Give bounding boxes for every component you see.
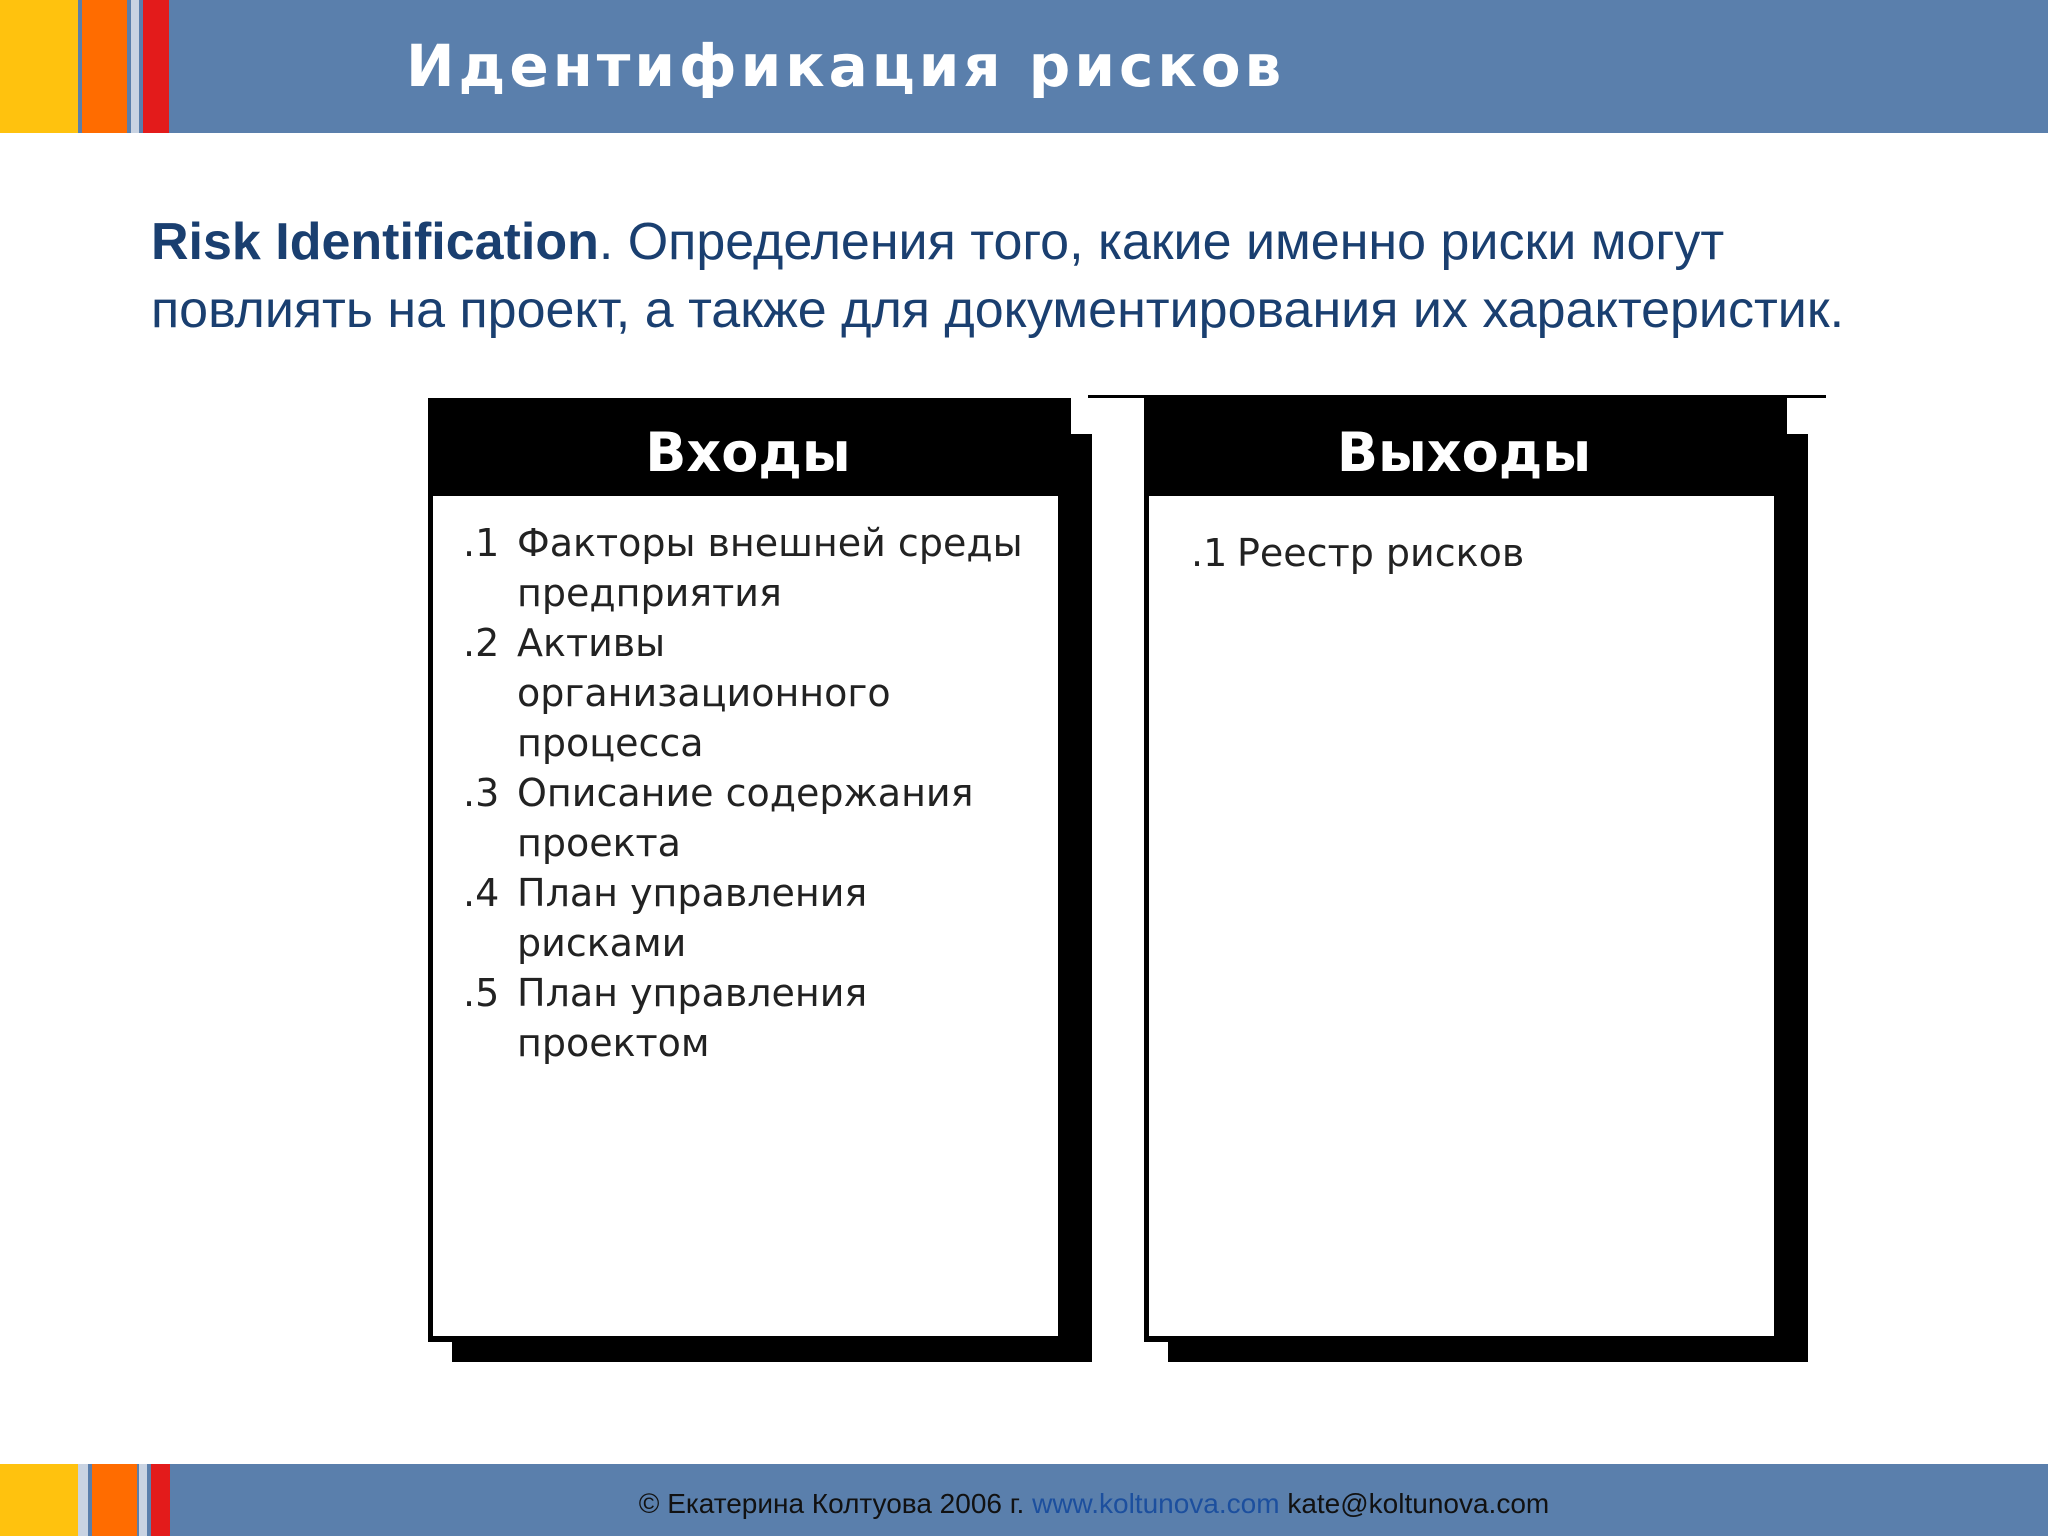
accent-stripe-orange — [82, 0, 127, 133]
item-number: .1 — [463, 521, 500, 565]
accent-stripe-red — [143, 0, 169, 133]
inputs-panel-box — [428, 398, 1071, 1342]
item-text: План управления рисками — [517, 871, 868, 965]
inputs-list — [463, 518, 1043, 1068]
list-item — [463, 518, 1043, 618]
accent-stripe-yellow — [0, 0, 78, 133]
item-text: Описание содержания проекта — [517, 771, 974, 865]
item-number: .3 — [463, 771, 500, 815]
list-item — [463, 768, 1043, 868]
list-item — [463, 968, 1043, 1068]
inputs-panel — [428, 398, 1092, 1362]
item-number: .4 — [463, 871, 500, 915]
item-number: .2 — [463, 621, 500, 665]
item-text: Активы организационного процесса — [517, 621, 891, 765]
footer-website-link[interactable]: www.koltunova.com — [1032, 1488, 1280, 1519]
footer-email[interactable]: kate@koltunova.com — [1287, 1488, 1550, 1519]
item-text: План управления проектом — [517, 971, 868, 1065]
footer-band — [0, 1464, 2048, 1536]
item-text: Факторы внешней среды предприятия — [517, 521, 1023, 615]
intro-text: . Определения того, какие именно риски могут повлиять на проект, а также для документирования их характеристик. — [151, 213, 1845, 339]
list-item — [463, 868, 1043, 968]
outputs-body — [1149, 496, 1774, 1336]
outputs-panel — [1144, 398, 1808, 1362]
list-item — [1191, 528, 1771, 578]
outputs-panel-box — [1144, 398, 1787, 1342]
list-item — [463, 618, 1043, 768]
intro-term: Risk Identification — [151, 213, 599, 271]
intro-paragraph — [151, 208, 1911, 344]
slide-title: Идентификация рисков — [406, 32, 1286, 100]
inputs-heading: Входы — [645, 421, 851, 484]
inputs-panel-notch — [1072, 398, 1092, 432]
footer-copyright: © Екатерина Колтуова 2006 г. — [638, 1488, 1025, 1519]
item-number: .1 — [1191, 531, 1228, 575]
outputs-list — [1191, 528, 1771, 578]
header-band — [0, 0, 2048, 133]
outputs-panel-notch — [1788, 398, 1808, 432]
item-text: Реестр рисков — [1237, 531, 1525, 575]
footer-text — [0, 1464, 2048, 1536]
inputs-body — [433, 496, 1058, 1336]
item-number: .5 — [463, 971, 500, 1015]
accent-stripe-grey — [131, 0, 139, 133]
outputs-heading: Выходы — [1336, 421, 1592, 484]
